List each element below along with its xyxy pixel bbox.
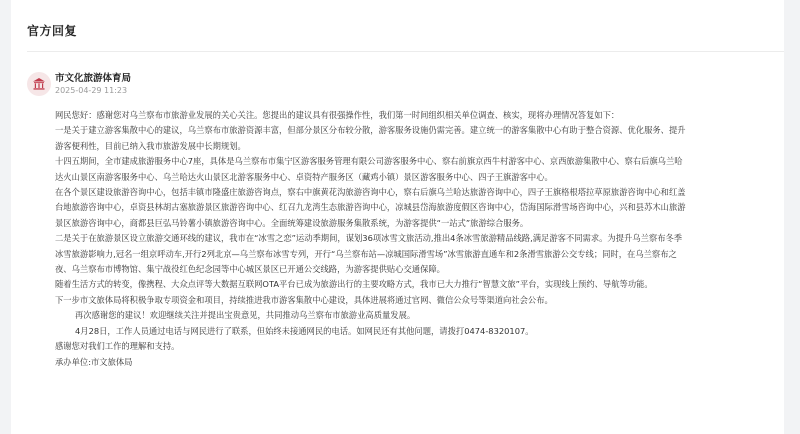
reply-line: 十四五期间，全市建成旅游服务中心7座，具体是乌兰察布市集宁区游客服务管理有限公司游客服务中心、察右前旗京西牛村游客中心、京西旅游集散中心、察右后旗乌兰哈	[55, 156, 683, 167]
reply-line: 一是关于建立游客集散中心的建议，乌兰察布市旅游资源丰富，但部分景区分布较分散，游客服务设施仍需完善。建立统一的游客集散中心有助于整合资源、优化服务、提升	[55, 125, 686, 136]
reply-line: 冰雪旅游影响力,冠名一组京呼动车,开行2列北京—乌兰察布冰雪专列，开行“乌兰察布站—凉城国际滑雪场”冰雪旅游直通车和2条滑雪旅游公交专线；同时，在乌兰察布之	[55, 248, 677, 259]
section-title: 官方回复	[27, 24, 78, 38]
reply-line: 二是关于在旅游景区设立旅游交通环线的建议，我市在“冰雪之恋”运动季期间，谋划36项冰雪文旅活动,推出4条冰雪旅游精品线路,满足游客不同需求。为提升乌兰察布冬季	[55, 233, 683, 244]
reply-line: 景区旅游咨询中心，商都县巨弘马铃薯小镇旅游咨询中心。全面统筹建设旅游服务集散系统，为游客提供“一站式”旅游综合服务。	[55, 217, 529, 228]
reply-line: 下一步市文旅体局将积极争取专项资金和项目，持续推进我市游客集散中心建设，具体进展将通过官网、微信公众号等渠道向社会公布。	[55, 294, 553, 305]
reply-timestamp: 2025-04-29 11:23	[55, 86, 128, 95]
reply-line: 夜、乌兰察布市博物馆、集宁战役红色纪念园等中心城区景区已开通公交线路，为游客提供贴心交通保障。	[55, 264, 445, 275]
reply-line: 网民您好：感谢您对乌兰察布市旅游业发展的关心关注。您提出的建议具有很强操作性，我们第一时间组织相关单位调查、核实，现将办理情况答复如下：	[55, 110, 620, 120]
reply-signature: 承办单位:市文旅体局	[55, 356, 133, 367]
avatar	[27, 72, 51, 96]
section-divider	[27, 51, 784, 52]
official-reply-card	[11, 0, 784, 434]
reply-line: 台地旅游咨询中心，卓资县林胡古塞旅游景区旅游咨询中心、红召九龙湾生态旅游咨询中心，凉城县岱海旅游度假区咨询中心，岱海国际滑雪场咨询中心，兴和县苏木山旅游	[55, 202, 686, 213]
org-name: 市文化旅游体育局	[55, 73, 132, 84]
reply-line: 在各个景区建设旅游咨询中心，包括丰镇市隆盛庄旅游咨询点，察右中旗黄花沟旅游咨询中心，察右后旗乌兰哈达旅游咨询中心，四子王旗格根塔拉草原旅游咨询中心和红盖	[55, 187, 686, 198]
reply-line: 再次感谢您的建议！欢迎继续关注并提出宝贵意见，共同推动乌兰察布市旅游业高质量发展。	[75, 310, 416, 321]
reply-line: 感谢您对我们工作的理解和支持。	[55, 341, 180, 352]
reply-line: 4月28日，工作人员通过电话与网民进行了联系，但始终未接通网民的电话。如网民还有其他问题，请拨打0474-8320107。	[75, 325, 534, 336]
government-building-icon	[32, 77, 46, 91]
reply-body	[55, 108, 779, 370]
reply-line: 游客便利性，目前已纳入我市旅游发展中长期规划。	[55, 140, 246, 151]
reply-line: 随着生活方式的转变，像携程、大众点评等大数据互联网OTA平台已成为旅游出行的主要攻略方式，我市已大力推行“智慧文旅”平台，实现线上预约、导航等功能。	[55, 279, 653, 290]
reply-line: 达火山景区南游客服务中心、乌兰哈达火山景区北游客服务中心、卓资特产服务区（藏鸡小镇）景区游客服务中心、四子王旗游客中心。	[55, 171, 553, 182]
